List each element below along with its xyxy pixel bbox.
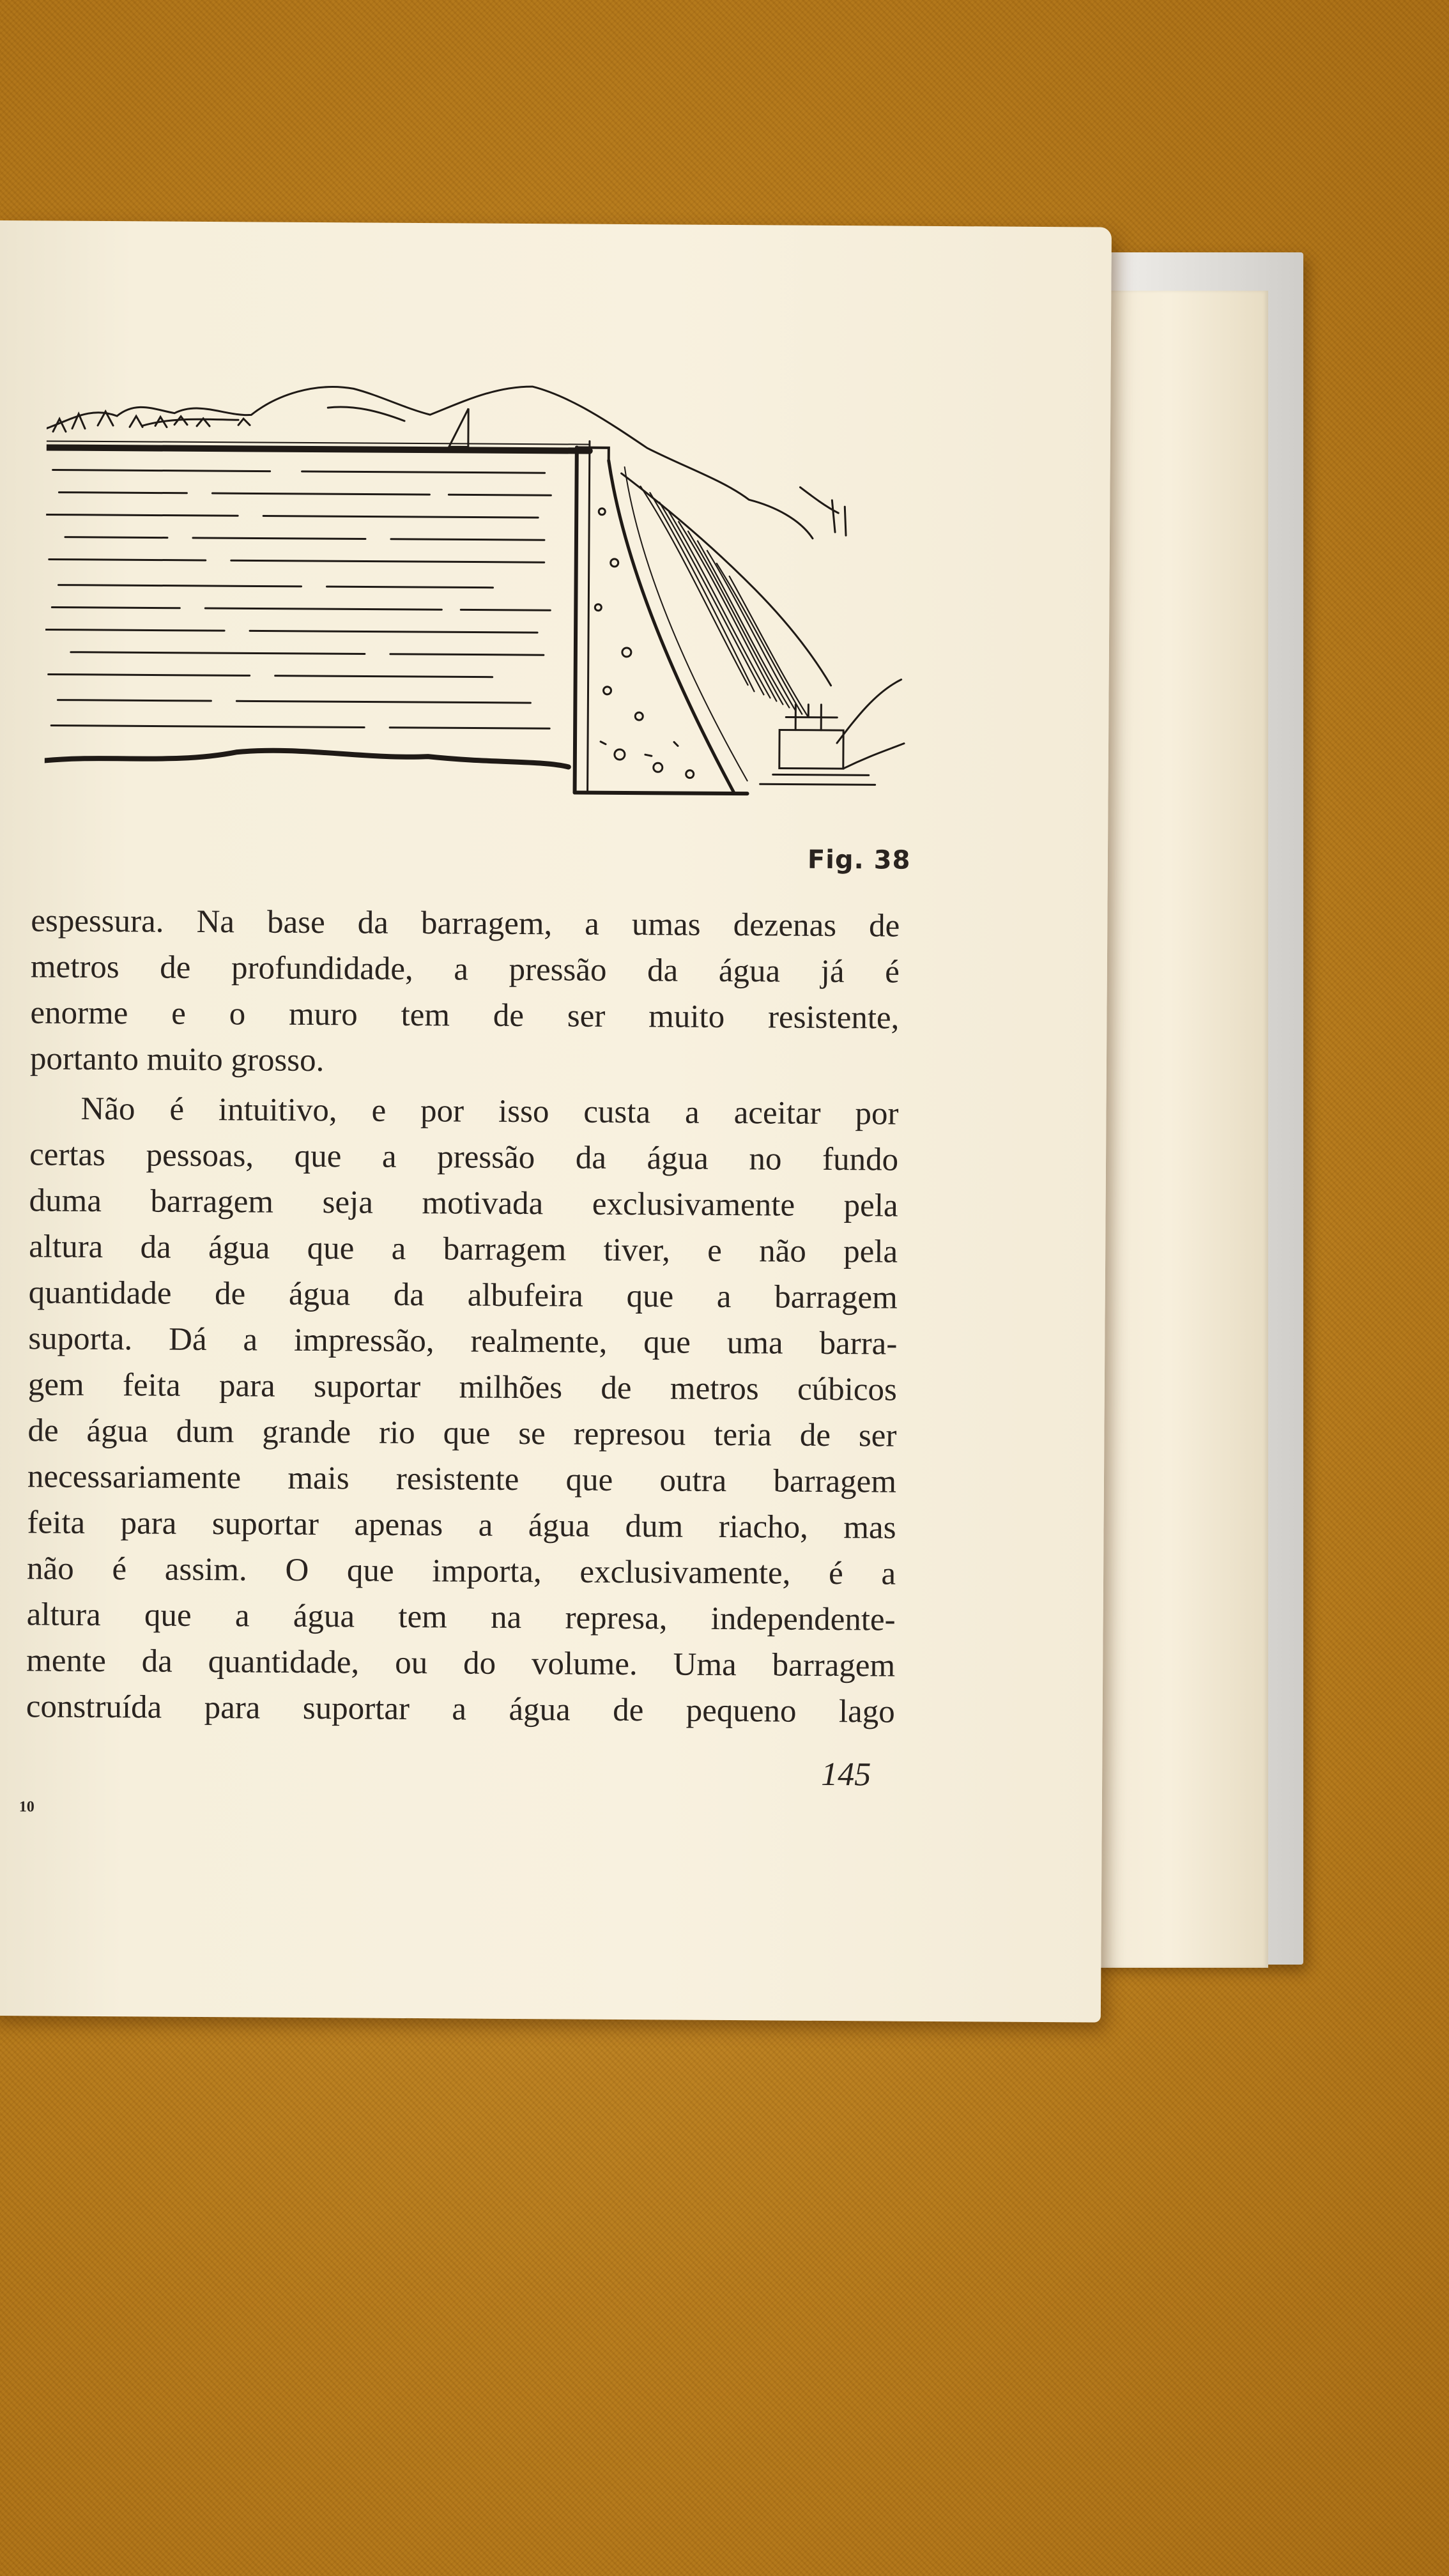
dam-illustration-svg	[44, 380, 909, 820]
body-text	[26, 898, 900, 1735]
text-line: suporta. Dá a impressão, realmente, que uma barra-	[28, 1321, 898, 1362]
text-line: mente da quantidade, ou do volume. Uma barragem	[26, 1643, 896, 1684]
dam-illustration	[44, 380, 909, 820]
text-line: necessariamente mais resistente que outra barragem	[27, 1459, 897, 1500]
text-line: quantidade de água da albufeira que a barragem	[28, 1275, 898, 1316]
text-line: feita para suportar apenas a água dum riacho, mas	[27, 1505, 896, 1546]
text-line: altura que a água tem na represa, independente-	[26, 1597, 896, 1638]
book-page	[0, 220, 1112, 2023]
text-line: não é assim. O que importa, exclusivamente, é a	[26, 1551, 896, 1592]
text-line: altura da água que a barragem tiver, e não pela	[29, 1229, 898, 1270]
paragraph	[30, 898, 900, 1087]
figure-caption: Fig. 38	[807, 845, 911, 875]
paragraph	[26, 1085, 899, 1735]
text-line: certas pessoas, que a pressão da água no fundo	[29, 1137, 899, 1178]
text-line: espessura. Na base da barragem, a umas dezenas de	[31, 903, 900, 944]
text-line: construída para suportar a água de pequeno lago	[26, 1689, 895, 1730]
text-line: gem feita para suportar milhões de metros cúbicos	[27, 1367, 898, 1408]
text-line: duma barragem seja motivada exclusivamente pela	[29, 1183, 898, 1224]
text-line: portanto muito grosso.	[29, 1041, 325, 1079]
page-number: 145	[820, 1756, 871, 1793]
text-line: de água dum grande rio que se represou teria de ser	[27, 1413, 897, 1454]
text-line: enorme e o muro tem de ser muito resistente,	[30, 995, 900, 1036]
text-line: Não é intuitivo, e por isso custa a aceitar por	[80, 1091, 899, 1132]
text-line: metros de profundidade, a pressão da água já é	[30, 949, 900, 990]
signature-mark: 10	[19, 1798, 34, 1816]
